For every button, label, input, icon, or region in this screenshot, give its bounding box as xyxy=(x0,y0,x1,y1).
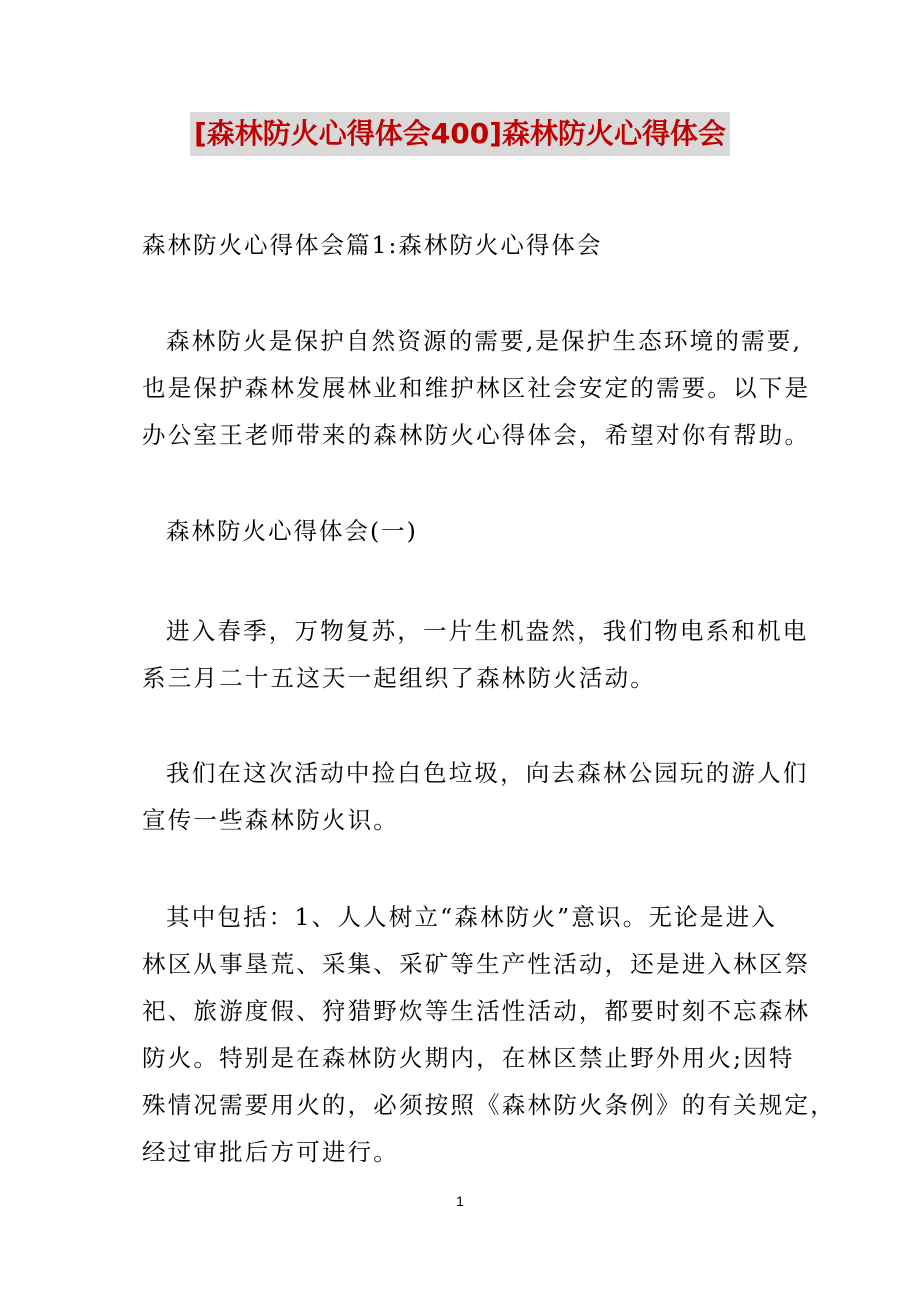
paragraph-line: 其中包括：1、人人树立“森林防火”意识。无论是进入 xyxy=(166,903,777,931)
paragraph-fire-awareness xyxy=(142,894,836,1176)
title-container xyxy=(0,112,920,156)
paragraph-line: 进入春季，万物复苏，一片生机盎然，我们物电系和机电 xyxy=(166,617,809,645)
paragraph-line: 宣传一些森林防火识。 xyxy=(142,806,399,834)
paragraph-garbage-collection xyxy=(142,750,809,844)
paragraph-line: 系三月二十五这天一起组织了森林防火活动。 xyxy=(142,664,656,692)
paragraph-line: 经过审批后方可进行。 xyxy=(142,1138,399,1166)
paragraph-line: 防火。特别是在森林防火期内，在林区禁止野外用火;因特 xyxy=(142,1044,795,1072)
paragraph-line: 森林防火是保护自然资源的需要,是保护生态环境的需要, xyxy=(166,327,803,355)
paragraph-line: 也是保护森林发展林业和维护林区社会安定的需要。以下是 xyxy=(142,374,811,402)
paragraph-line: 祀、旅游度假、狩猎野炊等生活性活动，都要时刻不忘森林 xyxy=(142,997,811,1025)
paragraph-line: 殊情况需要用火的，必须按照《森林防火条例》的有关规定， xyxy=(142,1091,836,1119)
page-number: 1 xyxy=(456,1193,464,1209)
section-heading: 森林防火心得体会(一) xyxy=(166,517,418,545)
paragraph-spring-activity xyxy=(142,608,809,702)
paragraph-line: 办公室王老师带来的森林防火心得体会，希望对你有帮助。 xyxy=(142,421,811,449)
chapter-heading: 森林防火心得体会篇1:森林防火心得体会 xyxy=(142,231,603,259)
document-title: [森林防火心得体会400]森林防火心得体会 xyxy=(190,112,730,156)
paragraph-line: 林区从事垦荒、采集、采矿等生产性活动，还是进入林区祭 xyxy=(142,950,811,978)
intro-paragraph xyxy=(142,318,811,459)
paragraph-line: 我们在这次活动中捡白色垃圾，向去森林公园玩的游人们 xyxy=(166,759,809,787)
